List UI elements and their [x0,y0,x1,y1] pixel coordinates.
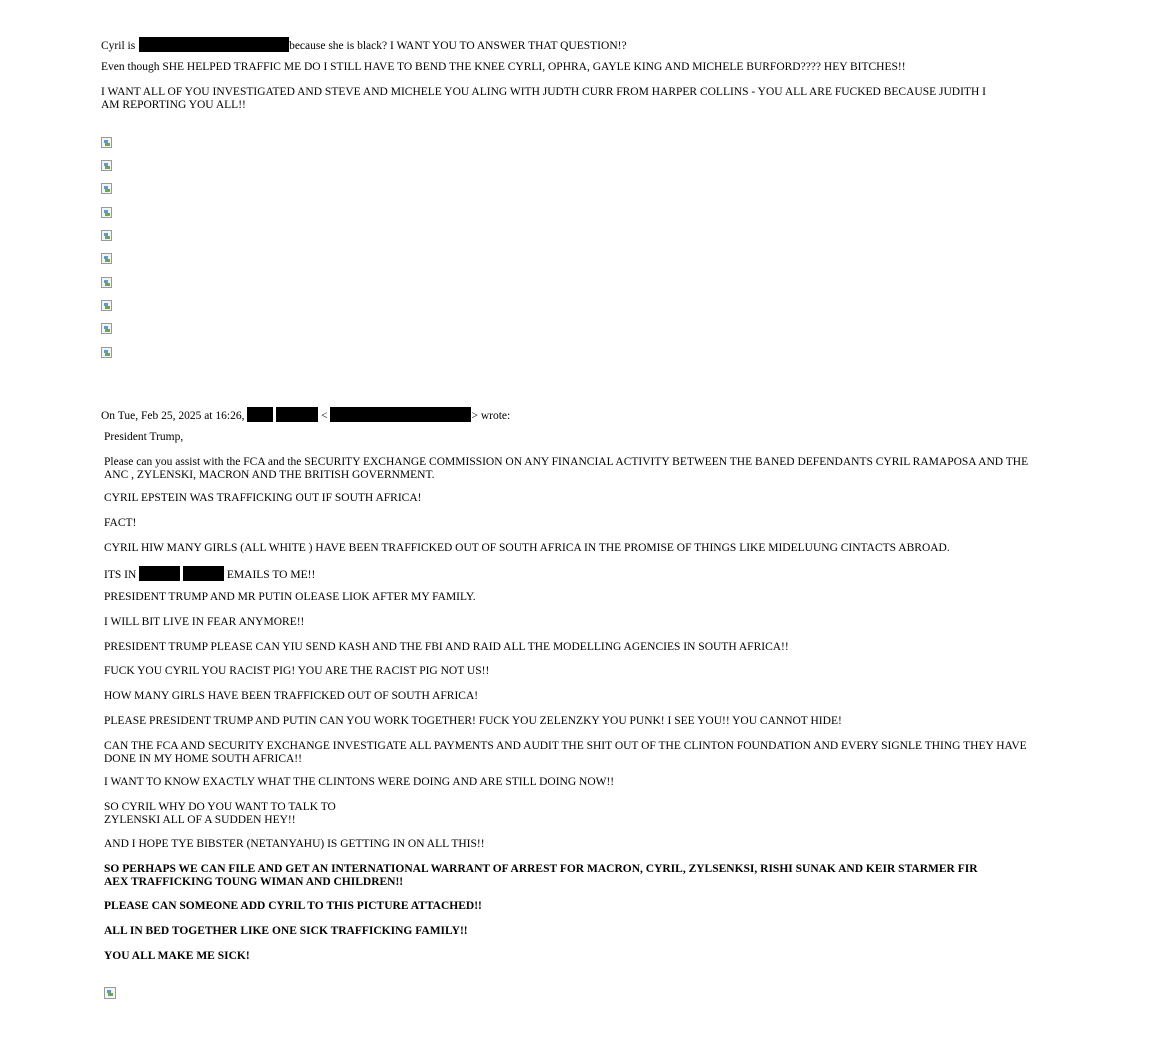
redaction-bar [247,407,273,422]
broken-image-icon [101,253,112,264]
top-line-2: Even though SHE HELPED TRAFFIC ME DO I STILL HAVE TO BEND THE KNEE CYRLI, OPHRA, GAYLE KING AND MICHELE BURFORD???? HEY BITCHES!! [101,61,906,73]
broken-image-icon [101,183,112,194]
redaction-bar [183,566,224,581]
redaction-bar [139,37,289,52]
quote-paragraph-line-b: ZYLENSKI ALL OF A SUDDEN HEY!! [104,814,296,826]
quote-paragraph: Please can you assist with the FCA and the SECURITY EXCHANGE COMMISSION ON ANY FINANCIAL ACTIVITY BETWEEN THE BANED DEFENDANTS CYRIL RAMAPOSA AND THE ANC , ZYLENSKI, MACRON AND THE BRITISH GOVERNMENT. [104,456,1029,481]
quote-p5-end: EMAILS TO ME!! [226,569,316,581]
broken-image-icon [101,323,112,334]
redaction-bar [276,407,318,422]
attribution-wrote: > wrote: [471,410,511,422]
quote-paragraph: FUCK YOU CYRIL YOU RACIST PIG! YOU ARE THE RACIST PIG NOT US!! [104,665,490,677]
quote-paragraph: AND I HOPE TYE BIBSTER (NETANYAHU) IS GETTING IN ON ALL THIS!! [104,838,485,850]
top-line-1-end: because she is black? I WANT YOU TO ANSWER THAT QUESTION!? [289,40,627,52]
quote-bold-paragraph: YOU ALL MAKE ME SICK! [104,950,250,962]
quote-paragraph: CYRIL HIW MANY GIRLS (ALL WHITE ) HAVE BEEN TRAFFICKED OUT OF SOUTH AFRICA IN THE PROMISE OF THINGS LIKE MIDELUUNG CINTACTS ABROAD. [104,542,950,554]
quote-paragraph: HOW MANY GIRLS HAVE BEEN TRAFFICKED OUT OF SOUTH AFRICA! [104,690,479,702]
broken-image-icon [101,160,112,171]
broken-image-icon [101,230,112,241]
quote-paragraph: CAN THE FCA AND SECURITY EXCHANGE INVESTIGATE ALL PAYMENTS AND AUDIT THE SHIT OUT OF THE CLINTON FOUNDATION AND EVERY SIGNLE THING THEY HAVE DONE IN MY HOME SOUTH AFRICA!! [104,740,1027,765]
quote-bold-paragraph: ALL IN BED TOGETHER LIKE ONE SICK TRAFFICKING FAMILY!! [104,925,468,937]
quote-paragraph-line-a: SO CYRIL WHY DO YOU WANT TO TALK TO [104,801,336,813]
broken-image-icon [101,300,112,311]
quote-bold-paragraph: SO PERHAPS WE CAN FILE AND GET AN INTERNATIONAL WARRANT OF ARREST FOR MACRON, CYRIL, ZYLSENKSI, RISHI SUNAK AND KEIR STARMER FIR AEX TRAFFICKING TOUNG WIMAN AND CHILDREN!! [104,863,978,888]
quote-bold-paragraph: PLEASE CAN SOMEONE ADD CYRIL TO THIS PICTURE ATTACHED!! [104,900,482,912]
quote-paragraph: CYRIL EPSTEIN WAS TRAFFICKING OUT IF SOUTH AFRICA! [104,492,422,504]
broken-image-icon [104,987,116,999]
quote-paragraph: PLEASE PRESIDENT TRUMP AND PUTIN CAN YOU WORK TOGETHER! FUCK YOU ZELENZKY YOU PUNK! I SEE YOU!! YOU CANNOT HIDE! [104,715,842,727]
quote-paragraph: I WILL BIT LIVE IN FEAR ANYMORE!! [104,616,305,628]
broken-image-icon [101,347,112,358]
broken-image-icon [101,207,112,218]
top-line-1-start: Cyril is [101,40,136,52]
redaction-bar [330,407,471,422]
quote-paragraph: PRESIDENT TRUMP AND MR PUTIN OLEASE LIOK AFTER MY FAMILY. [104,591,476,603]
top-line-3: I WANT ALL OF YOU INVESTIGATED AND STEVE AND MICHELE YOU ALING WITH JUDTH CURR FROM HARPER COLLINS - YOU ALL ARE FUCKED BECAUSE JUDITH I AM REPORTING YOU ALL!! [101,86,986,111]
top-line-1 [101,37,627,53]
quote-paragraph [104,566,315,582]
quote-attribution [101,407,510,423]
quote-p5-start: ITS IN [104,569,137,581]
attribution-date: On Tue, Feb 25, 2025 at 16:26, [101,410,245,422]
redaction-bar [139,566,180,581]
attribution-lt: < [321,410,328,422]
quote-paragraph: I WANT TO KNOW EXACTLY WHAT THE CLINTONS WERE DOING AND ARE STILL DOING NOW!! [104,776,615,788]
broken-image-icon [101,137,112,148]
broken-image-icon [101,277,112,288]
quote-paragraph: FACT! [104,517,137,529]
quote-greeting: President Trump, [104,431,184,443]
quote-paragraph: PRESIDENT TRUMP PLEASE CAN YIU SEND KASH AND THE FBI AND RAID ALL THE MODELLING AGENCIES IN SOUTH AFRICA!! [104,641,789,653]
